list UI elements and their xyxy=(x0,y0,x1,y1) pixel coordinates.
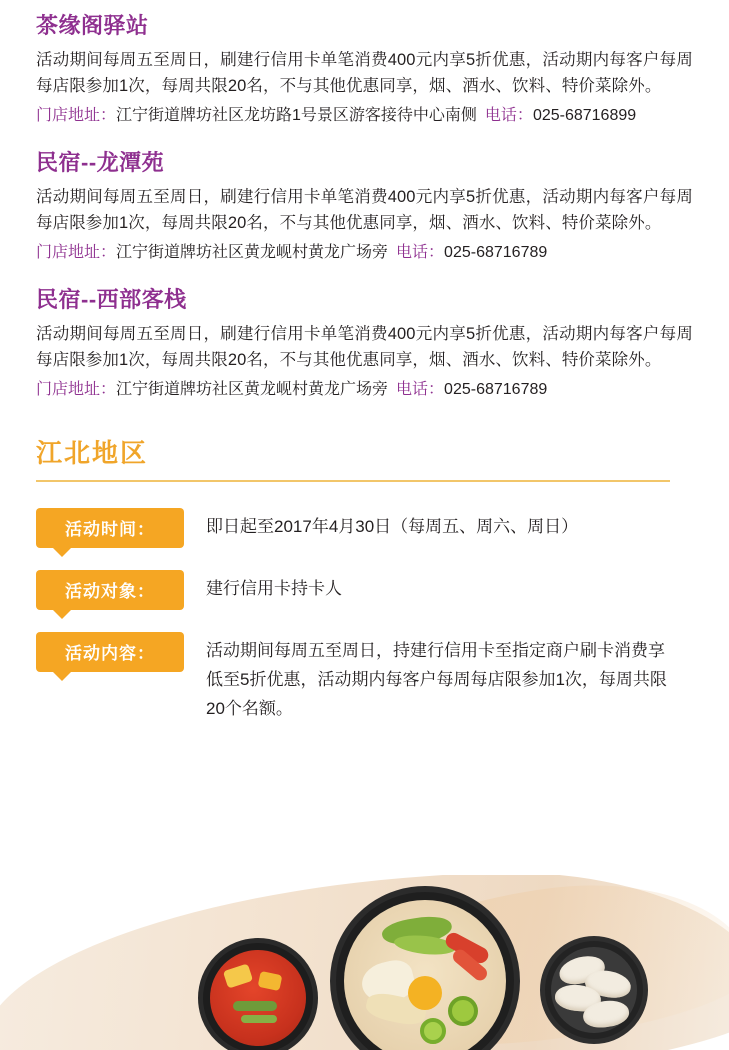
merchant-address-line xyxy=(36,103,693,129)
tag-activity-target: 活动对象： xyxy=(36,570,184,610)
merchant-item xyxy=(36,14,693,129)
tel-value: 025-68716789 xyxy=(444,244,548,262)
tel-label: 电话： xyxy=(396,381,445,399)
info-row-activity-target xyxy=(36,570,693,610)
tag-activity-content: 活动内容： xyxy=(36,632,184,672)
merchant-address-line xyxy=(36,377,693,403)
region-section xyxy=(0,433,729,724)
merchant-name: 民宿--西部客栈 xyxy=(36,286,187,312)
tel-value: 025-68716899 xyxy=(532,107,637,125)
merchant-item xyxy=(36,151,693,266)
tel-label: 电话： xyxy=(396,244,445,262)
merchant-description: 活动期间每周五至周日，刷建行信用卡单笔消费400元内享5折优惠，活动期内每客户每周每店限参加1次，每周共限20名，不与其他优惠同享，烟、酒水、饮料、特价菜除外。 xyxy=(36,51,693,95)
activity-content-text: 活动期间每周五至周日，持建行信用卡至指定商户刷卡消费享低至5折优惠，活动期内每客户每周每店限参加1次，每周共限20个名额。 xyxy=(206,640,667,719)
activity-time-text: 即日起至2017年4月30日（每周五、周六、周日） xyxy=(206,516,579,536)
tag-activity-time: 活动时间： xyxy=(36,508,184,548)
merchant-name: 民宿--龙潭苑 xyxy=(36,149,165,175)
soup-bowl-icon xyxy=(198,938,318,1050)
info-row-activity-content xyxy=(36,632,693,724)
tel-value: 025-68716789 xyxy=(444,381,548,399)
address-value: 江宁街道牌坊社区黄龙岘村黄龙广场旁 xyxy=(116,244,389,262)
merchant-description: 活动期间每周五至周日，刷建行信用卡单笔消费400元内享5折优惠，活动期内每客户每周每店限参加1次，每周共限20名，不与其他优惠同享，烟、酒水、饮料、特价菜除外。 xyxy=(36,188,693,232)
tel-label: 电话： xyxy=(484,107,533,125)
merchant-list xyxy=(0,0,729,403)
info-row-activity-time xyxy=(36,508,693,548)
merchant-item xyxy=(36,288,693,403)
merchant-name: 茶缘阁驿站 xyxy=(36,13,149,38)
section-divider xyxy=(36,480,670,482)
address-label: 门店地址： xyxy=(36,107,117,125)
address-label: 门店地址： xyxy=(36,381,117,399)
dumpling-bowl-icon xyxy=(540,936,648,1044)
section-title: 江北地区 xyxy=(36,437,149,468)
address-value: 江宁街道牌坊社区龙坊路1号景区游客接待中心南侧 xyxy=(116,107,477,125)
merchant-address-line xyxy=(36,240,693,266)
address-value: 江宁街道牌坊社区黄龙岘村黄龙广场旁 xyxy=(116,381,389,399)
address-label: 门店地址： xyxy=(36,244,117,262)
food-illustration xyxy=(0,875,729,1050)
activity-target-text: 建行信用卡持卡人 xyxy=(206,578,342,598)
merchant-description: 活动期间每周五至周日，刷建行信用卡单笔消费400元内享5折优惠，活动期内每客户每周每店限参加1次，每周共限20名，不与其他优惠同享，烟、酒水、饮料、特价菜除外。 xyxy=(36,325,693,369)
